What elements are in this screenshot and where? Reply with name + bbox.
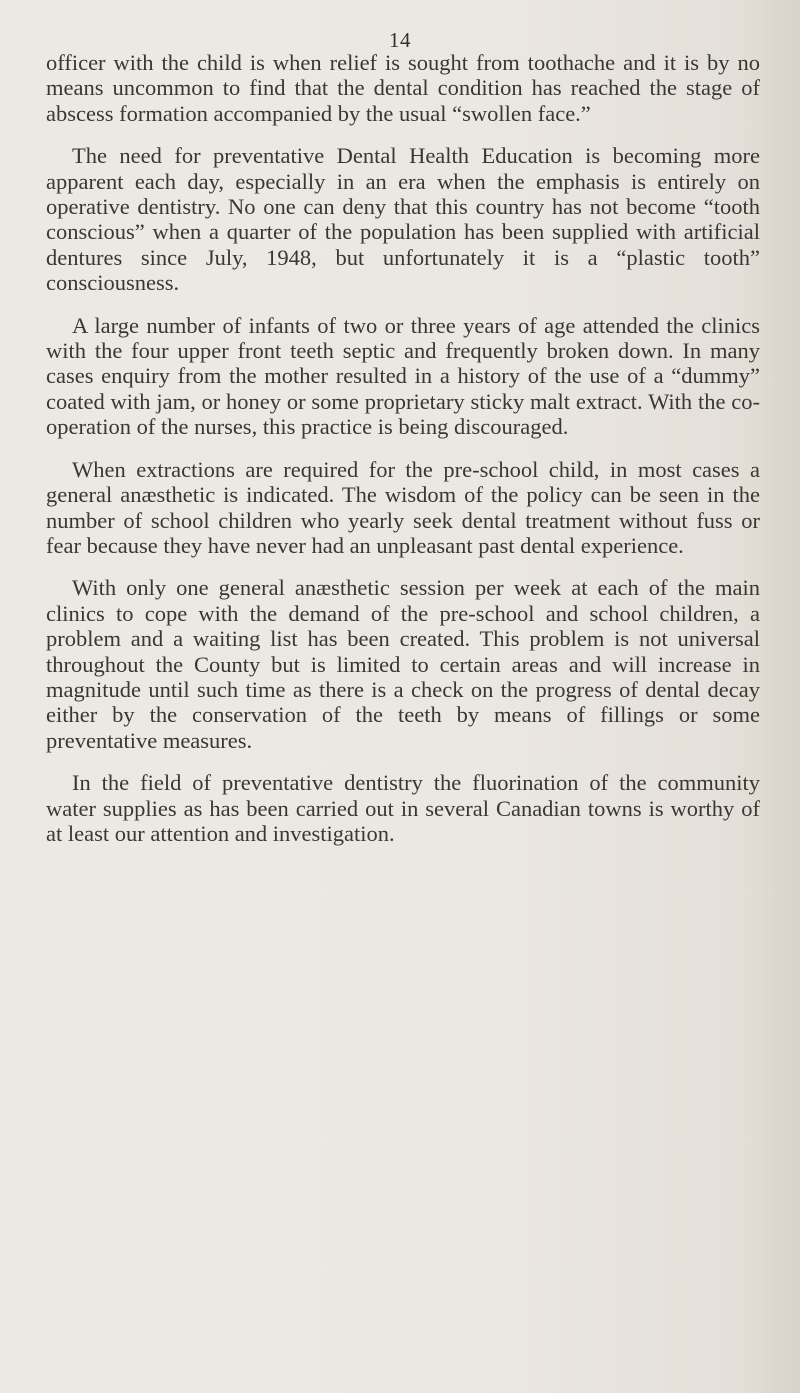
paragraph-continuation: officer with the child is when relief is sought from toothache and it is by no means uncommon to find that the dental condition has reached the stage of abscess formation accompanied by the usual “swollen face.” xyxy=(46,50,760,126)
paragraph-fluorination: In the field of preventative dentistry the fluorination of the community water supplies as has been carried out in several Canadian towns is worthy of at least our attention and investigation. xyxy=(46,770,760,846)
paragraph-dental-health-education: The need for preventative Dental Health Education is becoming more apparent each day, especially in an era when the emphasis is entirely on operative dentistry. No one can deny that this country has not become “tooth conscious” when a quarter of the population has been supplied with artificial dentures since July, 1948, but unfortunately it is a “plastic tooth” consciousness. xyxy=(46,143,760,296)
paragraph-pre-school-extractions: When extractions are required for the pre-school child, in most cases a general anæsthetic is indicated. The wisdom of the policy can be seen in the number of school children who yearly seek dental treatment without fuss or fear because they have never had an unpleasant past dental experience. xyxy=(46,456,760,558)
paragraph-anaesthetic-sessions: With only one general anæsthetic session per week at each of the main clinics to cope with the demand of the pre-school and school children, a problem and a waiting list has been created. This problem is not universal throughout the County but is limited to certain areas and will increase in magnitude until such time as there is a check on the progress of dental decay either by the conservation of the teeth by means of fillings or some preventative measures. xyxy=(46,575,760,753)
paragraph-infants-septic-teeth: A large number of infants of two or three years of age attended the clinics with the four upper front teeth septic and frequently broken down. In many cases enquiry from the mother resulted in a history of the use of a “dummy” coated with jam, or honey or some proprietary sticky malt extract. With the co-operation of the nurses, this practice is being discouraged. xyxy=(46,312,760,440)
page-number: 14 xyxy=(389,28,411,52)
body-text xyxy=(46,50,760,863)
